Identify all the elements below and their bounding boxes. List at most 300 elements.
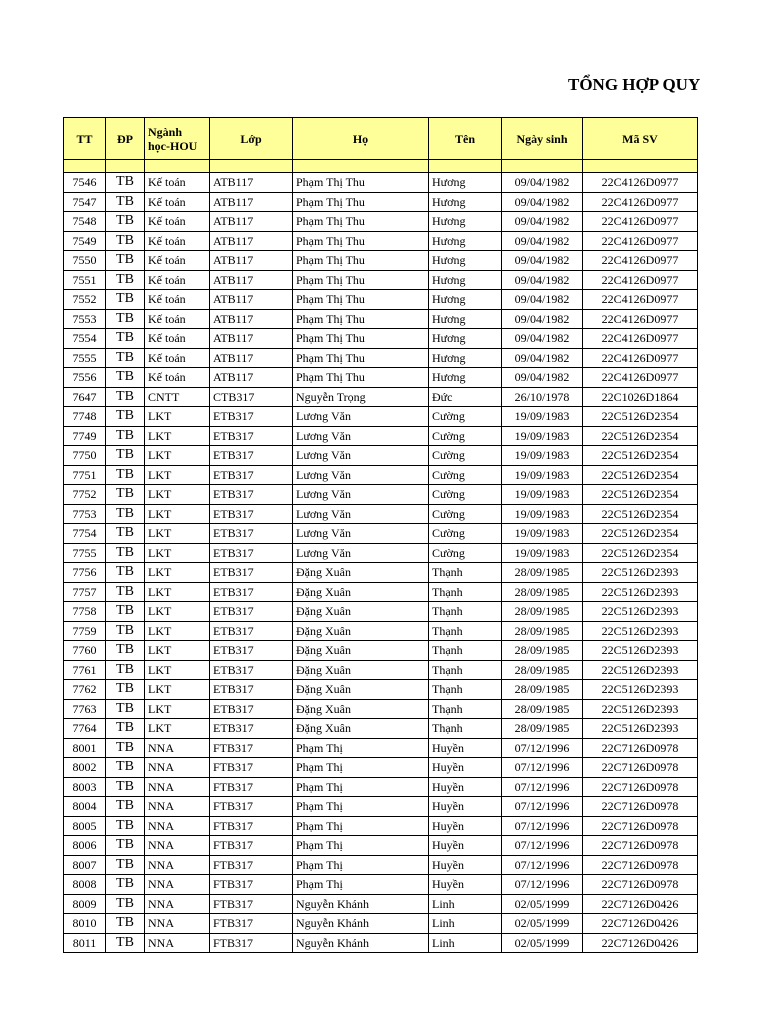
cell-ho: Lương Văn [293, 504, 429, 524]
cell-ten: Huyền [429, 836, 502, 856]
cell-ten: Hương [429, 173, 502, 193]
header-ho: Họ [293, 118, 429, 160]
cell-ho: Phạm Thị Thu [293, 368, 429, 388]
cell-nganh: Kế toán [145, 173, 210, 193]
cell-lop: ETB317 [210, 446, 293, 466]
cell-lop: ATB117 [210, 329, 293, 349]
cell-lop: ETB317 [210, 407, 293, 427]
cell-ma-sv: 22C4126D0977 [583, 329, 698, 349]
table-row [64, 680, 698, 700]
cell-ngay-sinh: 09/04/1982 [502, 231, 583, 251]
cell-nganh: NNA [145, 797, 210, 817]
cell-ma-sv: 22C5126D2393 [583, 641, 698, 661]
cell-lop: ETB317 [210, 563, 293, 583]
cell-lop: FTB317 [210, 875, 293, 895]
cell-tt: 7762 [64, 680, 106, 700]
cell-ten: Linh [429, 914, 502, 934]
cell-nganh: LKT [145, 621, 210, 641]
cell-ten: Linh [429, 894, 502, 914]
cell-dp: TB [106, 446, 145, 466]
cell-ten: Thạnh [429, 563, 502, 583]
table-row [64, 348, 698, 368]
cell-ho: Phạm Thị Thu [293, 251, 429, 271]
cell-lop: FTB317 [210, 816, 293, 836]
cell-lop: FTB317 [210, 797, 293, 817]
cell-tt: 7749 [64, 426, 106, 446]
cell-ma-sv: 22C4126D0977 [583, 251, 698, 271]
table-row [64, 270, 698, 290]
table-body [64, 173, 698, 953]
spacer-cell [429, 160, 502, 173]
cell-lop: ATB117 [210, 192, 293, 212]
cell-tt: 8009 [64, 894, 106, 914]
cell-nganh: LKT [145, 660, 210, 680]
cell-ngay-sinh: 19/09/1983 [502, 465, 583, 485]
table-row [64, 387, 698, 407]
cell-dp: TB [106, 699, 145, 719]
cell-dp: TB [106, 465, 145, 485]
cell-ten: Thạnh [429, 641, 502, 661]
cell-ho: Đặng Xuân [293, 602, 429, 622]
cell-dp: TB [106, 680, 145, 700]
cell-ma-sv: 22C5126D2393 [583, 719, 698, 739]
cell-ho: Phạm Thị [293, 777, 429, 797]
cell-nganh: Kế toán [145, 192, 210, 212]
table-row [64, 602, 698, 622]
cell-tt: 7752 [64, 485, 106, 505]
cell-ten: Đức [429, 387, 502, 407]
cell-ma-sv: 22C7126D0978 [583, 777, 698, 797]
table-row [64, 933, 698, 953]
table-row [64, 875, 698, 895]
cell-tt: 7556 [64, 368, 106, 388]
cell-lop: ETB317 [210, 680, 293, 700]
cell-ngay-sinh: 09/04/1982 [502, 192, 583, 212]
cell-ma-sv: 22C5126D2393 [583, 563, 698, 583]
cell-ten: Cường [429, 465, 502, 485]
cell-ho: Nguyễn Khánh [293, 933, 429, 953]
table-row [64, 173, 698, 193]
cell-dp: TB [106, 543, 145, 563]
cell-nganh: Kế toán [145, 231, 210, 251]
cell-ho: Lương Văn [293, 543, 429, 563]
table-row [64, 426, 698, 446]
cell-lop: FTB317 [210, 914, 293, 934]
cell-ma-sv: 22C5126D2354 [583, 543, 698, 563]
cell-ten: Cường [429, 407, 502, 427]
cell-tt: 7548 [64, 212, 106, 232]
cell-ten: Huyền [429, 738, 502, 758]
table-row [64, 758, 698, 778]
cell-ten: Cường [429, 446, 502, 466]
cell-lop: ETB317 [210, 582, 293, 602]
cell-dp: TB [106, 758, 145, 778]
cell-ho: Lương Văn [293, 465, 429, 485]
cell-ten: Thạnh [429, 680, 502, 700]
cell-ngay-sinh: 09/04/1982 [502, 173, 583, 193]
cell-dp: TB [106, 231, 145, 251]
cell-dp: TB [106, 192, 145, 212]
cell-tt: 8008 [64, 875, 106, 895]
table-row [64, 563, 698, 583]
cell-dp: TB [106, 251, 145, 271]
cell-nganh: LKT [145, 563, 210, 583]
table-row [64, 621, 698, 641]
cell-tt: 7551 [64, 270, 106, 290]
header-nganh: Ngành học-HOU [145, 118, 210, 160]
cell-ma-sv: 22C5126D2393 [583, 680, 698, 700]
header-ma-sv: Mã SV [583, 118, 698, 160]
cell-ngay-sinh: 09/04/1982 [502, 270, 583, 290]
table-row [64, 816, 698, 836]
cell-dp: TB [106, 504, 145, 524]
cell-ngay-sinh: 28/09/1985 [502, 563, 583, 583]
cell-ma-sv: 22C5126D2354 [583, 504, 698, 524]
table-row [64, 485, 698, 505]
cell-ten: Linh [429, 933, 502, 953]
cell-lop: ETB317 [210, 641, 293, 661]
table-row [64, 777, 698, 797]
cell-lop: ETB317 [210, 699, 293, 719]
table-row [64, 504, 698, 524]
cell-nganh: NNA [145, 758, 210, 778]
cell-ho: Phạm Thị [293, 758, 429, 778]
cell-nganh: LKT [145, 446, 210, 466]
cell-ngay-sinh: 28/09/1985 [502, 621, 583, 641]
cell-dp: TB [106, 933, 145, 953]
header-spacer-row [64, 160, 698, 173]
cell-ho: Phạm Thị Thu [293, 329, 429, 349]
cell-nganh: LKT [145, 465, 210, 485]
cell-lop: ATB117 [210, 173, 293, 193]
table-row [64, 368, 698, 388]
cell-ma-sv: 22C7126D0978 [583, 875, 698, 895]
cell-ten: Cường [429, 543, 502, 563]
cell-tt: 7546 [64, 173, 106, 193]
cell-nganh: Kế toán [145, 309, 210, 329]
cell-ho: Phạm Thị [293, 738, 429, 758]
cell-dp: TB [106, 797, 145, 817]
cell-tt: 7552 [64, 290, 106, 310]
cell-nganh: Kế toán [145, 348, 210, 368]
cell-ngay-sinh: 02/05/1999 [502, 914, 583, 934]
cell-ngay-sinh: 09/04/1982 [502, 309, 583, 329]
cell-ho: Lương Văn [293, 426, 429, 446]
cell-dp: TB [106, 212, 145, 232]
cell-ma-sv: 22C4126D0977 [583, 270, 698, 290]
cell-ten: Cường [429, 485, 502, 505]
cell-ngay-sinh: 19/09/1983 [502, 446, 583, 466]
cell-ho: Phạm Thị [293, 816, 429, 836]
cell-nganh: Kế toán [145, 290, 210, 310]
cell-ma-sv: 22C7126D0426 [583, 933, 698, 953]
cell-ho: Đặng Xuân [293, 660, 429, 680]
cell-ma-sv: 22C4126D0977 [583, 192, 698, 212]
cell-ma-sv: 22C5126D2393 [583, 582, 698, 602]
cell-nganh: LKT [145, 407, 210, 427]
cell-ngay-sinh: 09/04/1982 [502, 251, 583, 271]
cell-lop: ATB117 [210, 309, 293, 329]
cell-ten: Hương [429, 212, 502, 232]
cell-tt: 8004 [64, 797, 106, 817]
cell-ho: Đặng Xuân [293, 582, 429, 602]
table-row [64, 719, 698, 739]
cell-ma-sv: 22C7126D0978 [583, 816, 698, 836]
cell-ho: Đặng Xuân [293, 621, 429, 641]
cell-dp: TB [106, 173, 145, 193]
cell-dp: TB [106, 777, 145, 797]
cell-lop: ETB317 [210, 524, 293, 544]
cell-ten: Cường [429, 504, 502, 524]
cell-ngay-sinh: 09/04/1982 [502, 329, 583, 349]
cell-tt: 7758 [64, 602, 106, 622]
cell-ma-sv: 22C7126D0978 [583, 855, 698, 875]
cell-lop: ATB117 [210, 290, 293, 310]
table-row [64, 914, 698, 934]
cell-dp: TB [106, 348, 145, 368]
cell-ngay-sinh: 19/09/1983 [502, 543, 583, 563]
cell-ho: Nguyễn Khánh [293, 894, 429, 914]
cell-ho: Lương Văn [293, 485, 429, 505]
cell-dp: TB [106, 894, 145, 914]
cell-ten: Huyền [429, 777, 502, 797]
cell-dp: TB [106, 641, 145, 661]
cell-ma-sv: 22C4126D0977 [583, 368, 698, 388]
cell-tt: 7748 [64, 407, 106, 427]
cell-ten: Huyền [429, 797, 502, 817]
cell-tt: 7554 [64, 329, 106, 349]
table-row [64, 660, 698, 680]
table-row [64, 231, 698, 251]
spacer-cell [64, 160, 106, 173]
cell-dp: TB [106, 875, 145, 895]
cell-ma-sv: 22C7126D0978 [583, 836, 698, 856]
cell-dp: TB [106, 563, 145, 583]
cell-ngay-sinh: 07/12/1996 [502, 855, 583, 875]
cell-tt: 8005 [64, 816, 106, 836]
spacer-cell [502, 160, 583, 173]
table-row [64, 446, 698, 466]
cell-ten: Thạnh [429, 719, 502, 739]
cell-lop: FTB317 [210, 855, 293, 875]
cell-lop: FTB317 [210, 836, 293, 856]
cell-ngay-sinh: 07/12/1996 [502, 816, 583, 836]
cell-ho: Lương Văn [293, 407, 429, 427]
cell-ho: Đặng Xuân [293, 641, 429, 661]
table-row [64, 524, 698, 544]
cell-ngay-sinh: 07/12/1996 [502, 777, 583, 797]
cell-nganh: NNA [145, 816, 210, 836]
cell-ma-sv: 22C5126D2393 [583, 621, 698, 641]
header-ngay-sinh: Ngày sinh [502, 118, 583, 160]
cell-nganh: LKT [145, 485, 210, 505]
header-dp: ĐP [106, 118, 145, 160]
cell-ten: Cường [429, 426, 502, 446]
cell-ma-sv: 22C5126D2393 [583, 699, 698, 719]
cell-lop: ATB117 [210, 231, 293, 251]
cell-ma-sv: 22C7126D0426 [583, 914, 698, 934]
cell-lop: CTB317 [210, 387, 293, 407]
table-row [64, 699, 698, 719]
cell-nganh: Kế toán [145, 368, 210, 388]
cell-ten: Hương [429, 231, 502, 251]
cell-ngay-sinh: 28/09/1985 [502, 602, 583, 622]
cell-dp: TB [106, 407, 145, 427]
cell-dp: TB [106, 426, 145, 446]
cell-ho: Phạm Thị [293, 875, 429, 895]
cell-ngay-sinh: 09/04/1982 [502, 290, 583, 310]
cell-ten: Hương [429, 368, 502, 388]
spacer-cell [210, 160, 293, 173]
cell-lop: FTB317 [210, 758, 293, 778]
cell-tt: 7763 [64, 699, 106, 719]
cell-ngay-sinh: 19/09/1983 [502, 426, 583, 446]
header-lop: Lớp [210, 118, 293, 160]
cell-lop: ETB317 [210, 426, 293, 446]
cell-tt: 8001 [64, 738, 106, 758]
spacer-cell [145, 160, 210, 173]
cell-tt: 7764 [64, 719, 106, 739]
cell-ten: Hương [429, 329, 502, 349]
cell-dp: TB [106, 836, 145, 856]
table-row [64, 894, 698, 914]
cell-ten: Hương [429, 192, 502, 212]
cell-ho: Phạm Thị Thu [293, 309, 429, 329]
cell-ma-sv: 22C7126D0978 [583, 797, 698, 817]
cell-dp: TB [106, 270, 145, 290]
cell-lop: ATB117 [210, 251, 293, 271]
cell-nganh: LKT [145, 719, 210, 739]
cell-nganh: NNA [145, 836, 210, 856]
cell-dp: TB [106, 719, 145, 739]
table-row [64, 855, 698, 875]
cell-lop: FTB317 [210, 894, 293, 914]
cell-ngay-sinh: 28/09/1985 [502, 719, 583, 739]
cell-ngay-sinh: 26/10/1978 [502, 387, 583, 407]
cell-ma-sv: 22C4126D0977 [583, 173, 698, 193]
cell-ngay-sinh: 19/09/1983 [502, 524, 583, 544]
cell-ho: Đặng Xuân [293, 699, 429, 719]
cell-ma-sv: 22C5126D2354 [583, 485, 698, 505]
cell-ten: Hương [429, 251, 502, 271]
cell-ma-sv: 22C7126D0426 [583, 894, 698, 914]
cell-ngay-sinh: 28/09/1985 [502, 680, 583, 700]
cell-lop: ETB317 [210, 465, 293, 485]
cell-tt: 8007 [64, 855, 106, 875]
cell-tt: 7751 [64, 465, 106, 485]
cell-ma-sv: 22C5126D2354 [583, 446, 698, 466]
table-row [64, 309, 698, 329]
cell-dp: TB [106, 855, 145, 875]
cell-nganh: LKT [145, 641, 210, 661]
cell-ten: Thạnh [429, 660, 502, 680]
cell-nganh: LKT [145, 680, 210, 700]
cell-ten: Thạnh [429, 699, 502, 719]
cell-tt: 7759 [64, 621, 106, 641]
cell-ngay-sinh: 28/09/1985 [502, 660, 583, 680]
cell-tt: 7555 [64, 348, 106, 368]
cell-lop: FTB317 [210, 738, 293, 758]
table-row [64, 543, 698, 563]
cell-ten: Hương [429, 309, 502, 329]
cell-ma-sv: 22C5126D2354 [583, 426, 698, 446]
cell-ten: Hương [429, 348, 502, 368]
cell-nganh: NNA [145, 855, 210, 875]
cell-dp: TB [106, 602, 145, 622]
cell-ho: Phạm Thị [293, 855, 429, 875]
cell-ten: Huyền [429, 875, 502, 895]
spacer-cell [583, 160, 698, 173]
cell-ho: Phạm Thị Thu [293, 231, 429, 251]
cell-ho: Phạm Thị Thu [293, 348, 429, 368]
table-row [64, 251, 698, 271]
table-row [64, 329, 698, 349]
table-row [64, 212, 698, 232]
cell-ho: Phạm Thị Thu [293, 212, 429, 232]
cell-dp: TB [106, 524, 145, 544]
header-tt: TT [64, 118, 106, 160]
cell-lop: ATB117 [210, 270, 293, 290]
table-row [64, 465, 698, 485]
table-row [64, 797, 698, 817]
cell-dp: TB [106, 582, 145, 602]
table-row [64, 407, 698, 427]
cell-nganh: NNA [145, 933, 210, 953]
cell-ma-sv: 22C4126D0977 [583, 212, 698, 232]
sheet-title: TỔNG HỢP QUY [568, 75, 701, 94]
cell-ma-sv: 22C7126D0978 [583, 738, 698, 758]
cell-dp: TB [106, 329, 145, 349]
cell-nganh: Kế toán [145, 251, 210, 271]
cell-ma-sv: 22C1026D1864 [583, 387, 698, 407]
cell-ngay-sinh: 09/04/1982 [502, 212, 583, 232]
cell-ten: Thạnh [429, 621, 502, 641]
table-row [64, 836, 698, 856]
cell-ngay-sinh: 02/05/1999 [502, 933, 583, 953]
cell-dp: TB [106, 387, 145, 407]
spacer-cell [106, 160, 145, 173]
cell-ten: Thạnh [429, 582, 502, 602]
cell-ho: Đặng Xuân [293, 719, 429, 739]
cell-dp: TB [106, 485, 145, 505]
cell-lop: ATB117 [210, 368, 293, 388]
cell-dp: TB [106, 368, 145, 388]
cell-ngay-sinh: 02/05/1999 [502, 894, 583, 914]
cell-ngay-sinh: 09/04/1982 [502, 348, 583, 368]
cell-lop: ETB317 [210, 504, 293, 524]
cell-lop: ATB117 [210, 212, 293, 232]
cell-nganh: LKT [145, 426, 210, 446]
cell-ten: Huyền [429, 758, 502, 778]
cell-ngay-sinh: 19/09/1983 [502, 485, 583, 505]
header-row [64, 118, 698, 160]
cell-nganh: LKT [145, 699, 210, 719]
cell-nganh: LKT [145, 524, 210, 544]
cell-ngay-sinh: 19/09/1983 [502, 504, 583, 524]
cell-dp: TB [106, 309, 145, 329]
cell-ma-sv: 22C5126D2354 [583, 524, 698, 544]
cell-lop: ETB317 [210, 719, 293, 739]
cell-tt: 7549 [64, 231, 106, 251]
cell-dp: TB [106, 621, 145, 641]
cell-ho: Lương Văn [293, 446, 429, 466]
cell-tt: 8003 [64, 777, 106, 797]
cell-ma-sv: 22C4126D0977 [583, 231, 698, 251]
cell-ho: Nguyễn Trọng [293, 387, 429, 407]
cell-tt: 7753 [64, 504, 106, 524]
table-header [64, 118, 698, 173]
cell-ngay-sinh: 07/12/1996 [502, 836, 583, 856]
